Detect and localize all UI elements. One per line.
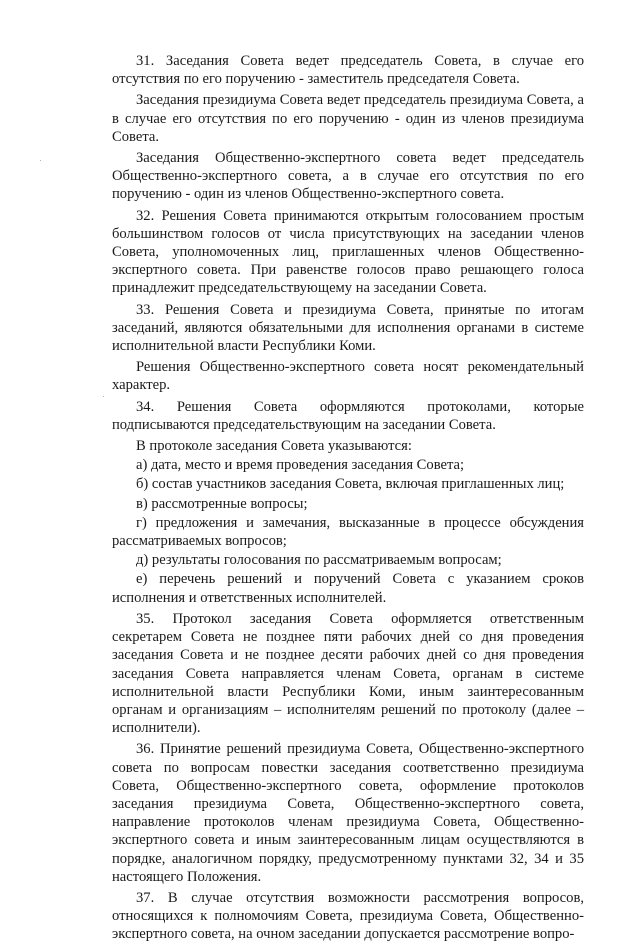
paragraph-32: 32. Решения Совета принимаются открытым голосованием простым большинством голосов от числа присутствующих на заседании членов Совета, уполномоченных лиц, приглашенных членов Общественно-экспертного совета. При равенстве голосов право решающего голоса принадлежит председательствующему на заседании Совета. xyxy=(112,207,584,297)
paragraph-34: 34. Решения Совета оформляются протоколами, которые подписываются председательствующим на заседании Совета. xyxy=(112,398,584,433)
scan-speck xyxy=(40,160,41,161)
paragraph-37: 37. В случае отсутствия возможности рассмотрения вопросов, относящихся к полномочиям Совета, президиума Совета, Общественно-экспертного совета, на очном заседании допускается рассмотрение вопро- xyxy=(112,889,584,943)
paragraph-35: 35. Протокол заседания Совета оформляется ответственным секретарем Совета не позднее пяти рабочих дней со дня проведения заседания Совета и не позднее десяти рабочих дней со дня проведения заседания Совета направляется членам Совета, органам в системе исполнительной власти Республики Коми, иным заинтересованным органам и организациям – исполнителям решений по протоколу (далее – исполнители). xyxy=(112,610,584,737)
list-item-d: д) результаты голосования по рассматриваемым вопросам; xyxy=(136,552,502,569)
scan-speck xyxy=(103,396,104,397)
paragraph-expert-council-decisions: Решения Общественно-экспертного совета носят рекомендательный характер. xyxy=(112,359,584,394)
paragraph-33: 33. Решения Совета и президиума Совета, принятые по итогам заседаний, являются обязательными для исполнения органами в системе исполнительной власти Республики Коми. xyxy=(112,301,584,355)
list-item-b: б) состав участников заседания Совета, включая приглашенных лиц; xyxy=(136,476,565,493)
document-text xyxy=(112,52,584,947)
list-item-a: а) дата, место и время проведения заседания Совета; xyxy=(136,457,465,474)
list-item-e: е) перечень решений и поручений Совета с указанием сроков исполнения и ответственных исполнителей. xyxy=(112,571,584,606)
paragraph-expert-council-chair: Заседания Общественно-экспертного совета ведет председатель Общественно-экспертного совета, а в случае его отсутствия по его поручению - один из членов Общественно-экспертного совета. xyxy=(112,150,584,203)
paragraph-protocol-contents: В протоколе заседания Совета указываются: xyxy=(136,438,412,455)
paragraph-31: 31. Заседания Совета ведет председатель Совета, в случае его отсутствия по его поручению - заместитель председателя Совета. xyxy=(112,53,584,88)
list-item-g: г) предложения и замечания, высказанные в процессе обсуждения рассматриваемых вопросов; xyxy=(112,514,584,550)
paragraph-36: 36. Принятие решений президиума Совета, Общественно-экспертного совета по вопросам повестки заседания соответственно президиума Совета, Общественно-экспертного совета, оформление протоколов заседания президиума Совета, Общественно-экспертного совета, направление протоколов членам президиума Совета, Общественно-экспертного совета и иным заинтересованным лицам осуществляются в порядке, аналогичном порядку, предусмотренному пунктами 32, 34 и 35 настоящего Положения. xyxy=(112,741,584,885)
paragraph-presidium-chair: Заседания президиума Совета ведет председатель президиума Совета, а в случае его отсутствия по его поручению - один из членов президиума Совета. xyxy=(112,92,584,145)
list-item-v: в) рассмотренные вопросы; xyxy=(136,495,308,512)
